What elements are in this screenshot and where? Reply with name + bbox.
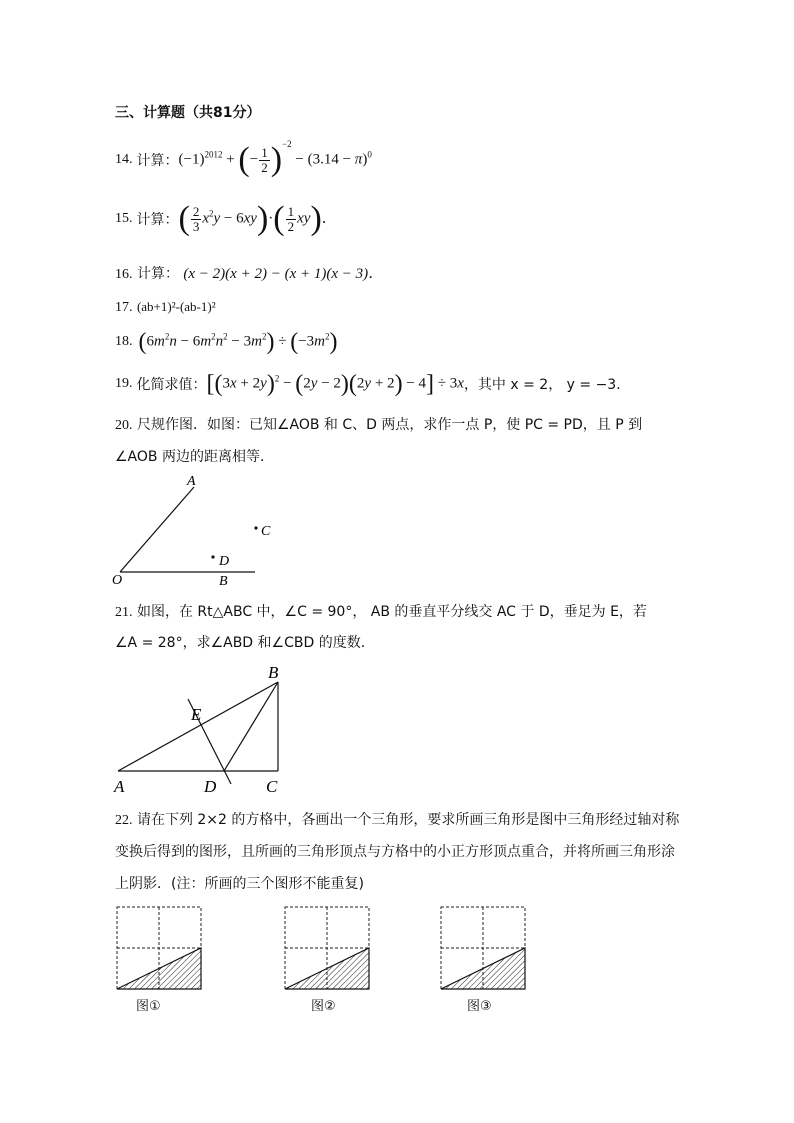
point-c [254, 526, 257, 529]
q14-expression: $(-1)^{2012}$ + (− $\frac{1}{2}$ )$^{-2} - (3.14 - \pi)^0$ [178, 139, 372, 178]
question-16 [115, 262, 383, 283]
label-e: E [191, 705, 202, 724]
question-22-line3: 上阴影．(注：所画的三个图形不能重复) [115, 876, 364, 892]
q14-number: 14. [115, 152, 133, 167]
question-15 [115, 198, 337, 240]
q19-expression: $[(3x + 2y)^2 - (2y - 2)(2y + 2) - 4] \div 3x$ [206, 371, 464, 397]
label-d: D [219, 554, 230, 569]
label-a: A [187, 474, 196, 489]
question-18 [115, 330, 338, 354]
q21-text-1: 如图，在 Rt△ABC 中，∠C = 90°， AB 的垂直平分线交 AC 于 D，垂足为 E，若 [136, 604, 647, 620]
question-20-line2: ∠AOB 两边的距离相等． [115, 449, 274, 465]
q14-label: 计算： [136, 153, 179, 169]
q16-number: 16. [115, 267, 133, 282]
figure-right-triangle [108, 658, 308, 798]
label-d: D [204, 777, 217, 796]
label-a: A [114, 777, 125, 796]
q15-number: 15. [115, 211, 133, 226]
point-d [211, 555, 214, 558]
question-21-line2: ∠A = 28°，求∠ABD 和∠CBD 的度数． [115, 635, 375, 651]
side-ab [118, 682, 278, 771]
q19-condition: ，其中 x = 2， y = −3． [463, 377, 631, 393]
grid-caption-1: 图① [136, 999, 161, 1014]
label-o: O [112, 573, 123, 588]
label-b: B [268, 663, 279, 682]
label-c: C [266, 777, 278, 796]
label-b: B [219, 574, 228, 589]
question-20-line1 [115, 414, 642, 434]
figure-angle-aob [108, 470, 288, 590]
q16-label: 计算： [136, 266, 179, 282]
q17-expression: (ab+1)²-(ab-1)² [136, 299, 216, 314]
ray-oa [120, 487, 194, 572]
q15-label: 计算： [136, 212, 179, 228]
grid-caption-2: 图② [311, 999, 336, 1014]
q22-text-1: 请在下列 2×2 的方格中，各画出一个三角形，要求所画三角形是图中三角形经过轴对称 [136, 812, 680, 828]
segment-bd [224, 682, 278, 771]
q20-number: 20. [115, 418, 133, 433]
section-title: 三、计算题（共81分） [115, 105, 261, 121]
question-14 [115, 140, 372, 180]
q21-number: 21. [115, 605, 133, 620]
question-21-line1 [115, 601, 647, 621]
q19-label: 化简求值： [136, 377, 207, 393]
q22-number: 22. [115, 813, 133, 828]
q17-number: 17. [115, 300, 133, 315]
label-c: C [261, 524, 271, 539]
grid-caption-3: 图③ [467, 999, 492, 1014]
question-19 [115, 372, 630, 396]
grid-2 [285, 907, 369, 989]
question-22-line2: 变换后得到的图形，且所画的三角形顶点与方格中的小正方形顶点重合，并将所画三角形涂 [115, 844, 675, 860]
grid-figures [110, 900, 570, 995]
q18-expression: $(6m^2n - 6m^2n^2 - 3m^2) \div (-3m^2)$ [138, 329, 338, 355]
q20-text-1: 尺规作图．如图：已知∠AOB 和 C、D 两点，求作一点 P，使 PC = PD，且 P 到 [136, 417, 643, 433]
q18-number: 18. [115, 334, 133, 349]
grid-1 [117, 907, 201, 989]
q19-number: 19. [115, 376, 133, 391]
grid-3 [441, 907, 525, 989]
question-22-line1 [115, 809, 679, 829]
q15-expression: ( $\frac{2}{3}$ $x^2y - 6xy)\cdot$( $\frac{1}{2}$ xy)． [178, 200, 337, 237]
question-17 [115, 299, 216, 316]
q16-expression: (x − 2)(x + 2) − (x + 1)(x − 3)． [183, 266, 384, 282]
